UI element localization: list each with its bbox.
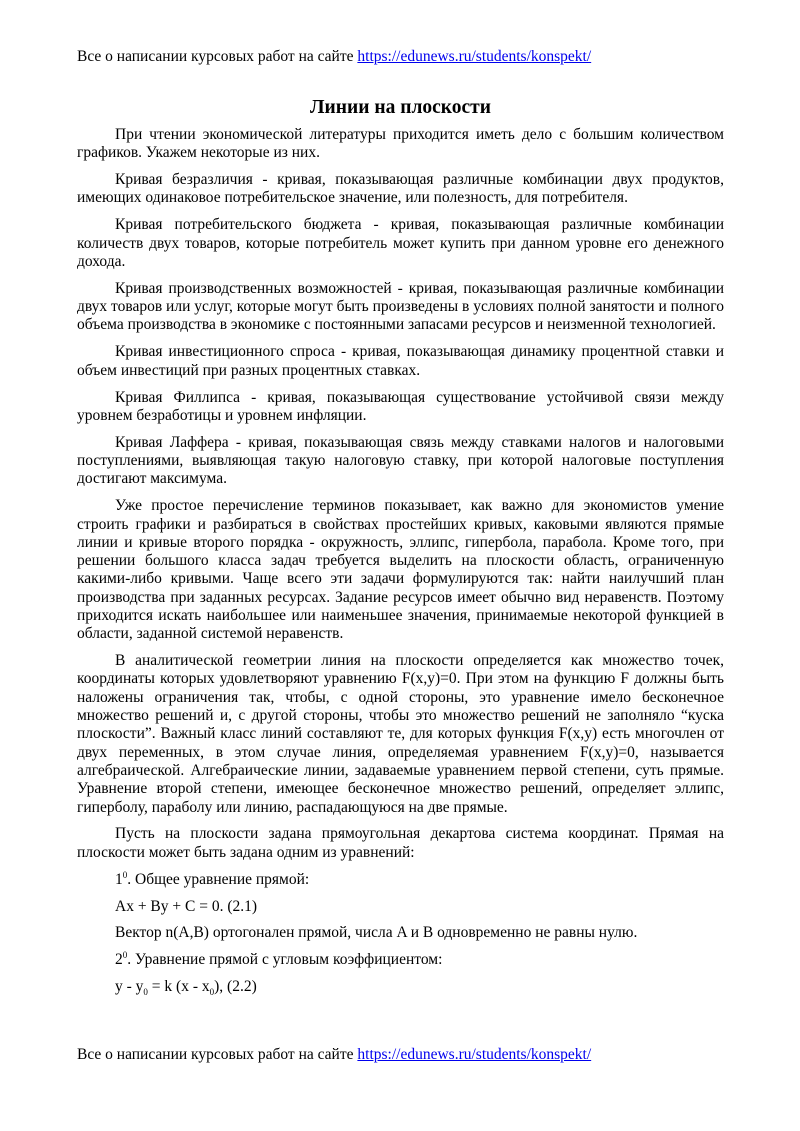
page-header	[77, 47, 727, 67]
equation-general: Ax + By + C = 0. (2.1)	[115, 897, 258, 915]
item1-number: 1	[115, 870, 123, 888]
page-footer	[77, 1045, 727, 1065]
paragraph-production-possibilities: Кривая производственных возможностей - кривая, показывающая различные комбинации двух товаров или услуг, которые могут быть произведены в условиях полной занятости и полного объема производства в экономике с постоянными запасами ресурсов и неизменной технологией.	[77, 279, 724, 334]
paragraph-coordinate-system: Пусть на плоскости задана прямоугольная декартова система координат. Прямая на плоскости может быть задана одним из уравнений:	[77, 825, 724, 861]
item2-number: 2	[115, 951, 123, 969]
item-slope-equation	[77, 951, 724, 969]
item2-degree: 0	[122, 950, 128, 961]
eq2-sub1: 0	[143, 987, 148, 998]
paragraph-graph-importance: Уже простое перечисление терминов показывает, как важно для экономистов умение строить графики и разбираться в свойствах простейших кривых, каковыми являются прямые линии и кривые второго порядка - окружность, эллипс, гипербола, парабола. Кроме того, при решении большого класса задач требуется выделить на плоскости область, ограниченную какими-либо кривыми. Чаще всего эти задачи формулируются так: найти наилучший план производства при заданных ресурсах. Задание ресурсов имеет обычно вид неравенств. Поэтому приходится искать наибольшее или наименьшее значения, принимаемые некоторой функцией в области, заданной системой неравенств.	[77, 497, 724, 643]
paragraph-indifference-curve: Кривая безразличия - кривая, показывающая различные комбинации двух продуктов, имеющих одинаковое потребительское значение, или полезность, для потребителя.	[77, 171, 724, 207]
eq2-part1: y - y	[115, 978, 144, 996]
paragraph-intro: При чтении экономической литературы приходится иметь дело с большим количеством графиков. Укажем некоторые из них.	[77, 126, 724, 162]
item1-text: . Общее уравнение прямой:	[127, 870, 310, 888]
paragraph-budget-curve: Кривая потребительского бюджета - кривая, показывающая различные комбинации количеств двух товаров, которые потребитель может купить при данном уровне его денежного дохода.	[77, 216, 724, 270]
paragraph-phillips-curve: Кривая Филлипса - кривая, показывающая существование устойчивой связи между уровнем безработицы и уровнем инфляции.	[77, 388, 724, 424]
paragraph-analytic-geometry: В аналитической геометрии линия на плоскости определяется как множество точек, координаты которых удовлетворяют уравнению F(x,y)=0. При этом на функцию F должны быть наложены ограничения так, чтобы, с одной стороны, это уравнение имело бесконечное множество решений и, с другой стороны, чтобы это множество решений не заполняло “куска плоскости”. Важный класс линий составляют те, для которых функция F(x,y) есть многочлен от двух переменных, в этом случае линия, определяемая уравнением F(x,y)=0, называется алгебраической. Алгебраические линии, задаваемые уравнением первой степени, суть прямые. Уравнение второй степени, имеющее бесконечное множество решений, определяет эллипс, гиперболу, параболу или линию, распадающуюся на две прямые.	[77, 652, 724, 816]
paragraph-investment-demand: Кривая инвестиционного спроса - кривая, показывающая динамику процентной ставки и объем инвестиций при разных процентных ставках.	[77, 343, 724, 379]
document-title: Линии на плоскости	[310, 97, 491, 118]
item1-degree: 0	[122, 869, 128, 880]
eq2-sub2: 0	[209, 987, 215, 998]
eq2-part3: ), (2.2)	[214, 978, 257, 996]
footer-text: Все о написании курсовых работ на сайте	[77, 1046, 358, 1063]
equation-slope	[77, 978, 724, 996]
paragraph-laffer-curve: Кривая Лаффера - кривая, показывающая связь между ставками налогов и налоговыми поступлениями, выявляющая такую налоговую ставку, при которой налоговые поступления достигают максимума.	[77, 433, 724, 488]
document-body	[77, 96, 724, 1005]
eq2-part2: = k (x - x	[147, 978, 210, 996]
footer-link[interactable]: https://edunews.ru/students/konspekt/	[357, 1046, 592, 1063]
header-link[interactable]: https://edunews.ru/students/konspekt/	[357, 48, 592, 65]
item-general-equation	[77, 871, 724, 889]
item2-text: . Уравнение прямой с угловым коэффициентом:	[127, 951, 443, 969]
paragraph-vector-note: Вектор n(A,B) ортогонален прямой, числа A и B одновременно не равны нулю.	[115, 924, 638, 942]
header-text: Все о написании курсовых работ на сайте	[77, 48, 358, 65]
